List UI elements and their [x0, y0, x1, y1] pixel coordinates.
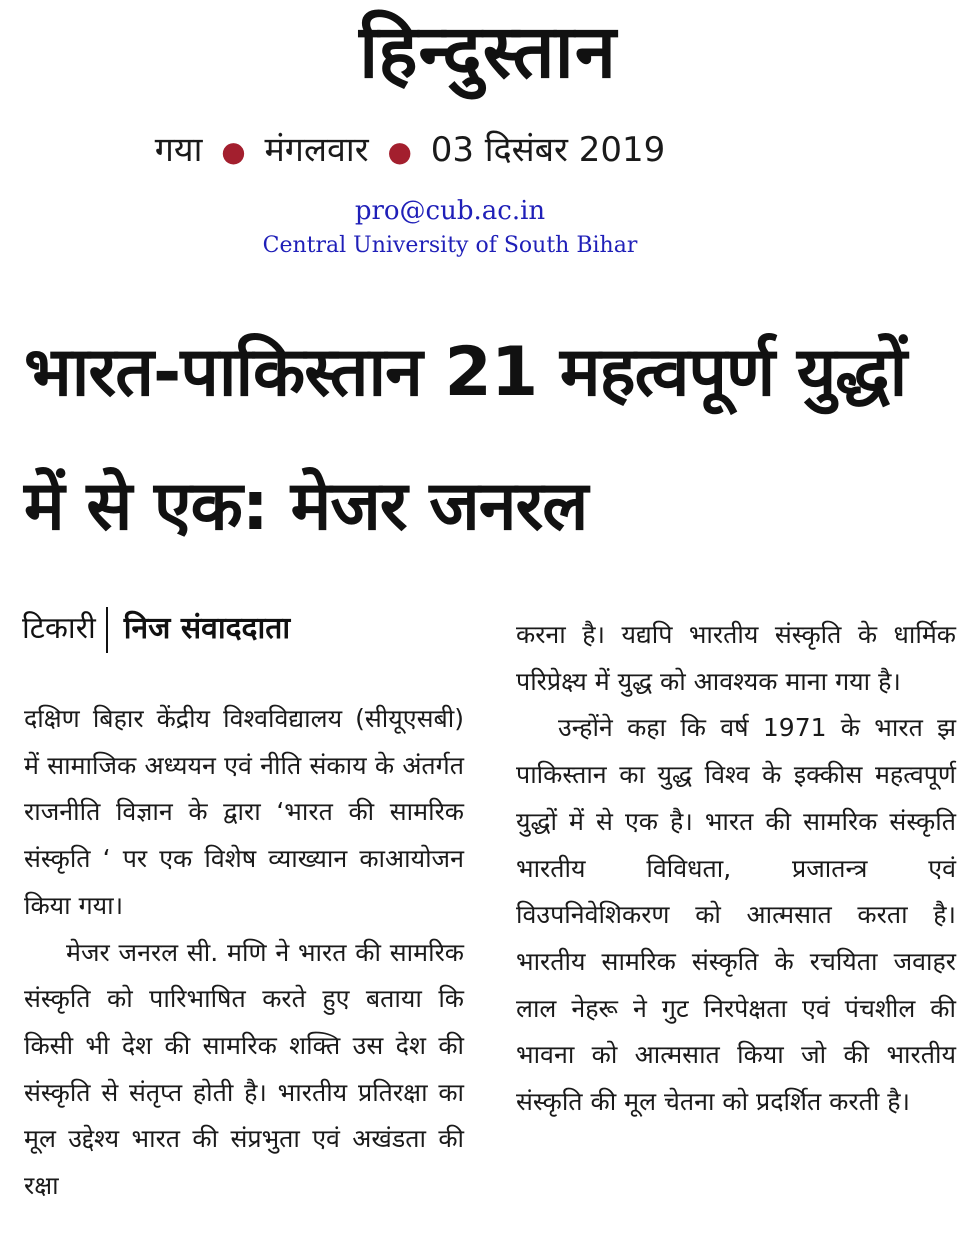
- article-column-left: [24, 696, 464, 1210]
- newspaper-masthead: हिन्दुस्तान: [359, 9, 617, 95]
- article-paragraph: उन्होंने कहा कि वर्ष 1971 के भारत झ पाकिस्तान का युद्ध विश्व के इक्कीस महत्वपूर्ण युद्धों में से एक है। भारत की सामरिक संस्कृति भारतीय विविधता, प्रजातन्त्र एवं विउपनिवेशिकरण को आत्मसात करता है। भारतीय सामरिक संस्कृति के रचयिता जवाहर लाल नेहरू ने गुट निरपेक्षता एवं पंचशील की भावना को आत्मसात किया जो की भारतीय संस्कृति की मूल चेतना को प्रदर्शित करती है।: [516, 713, 956, 1117]
- dateline: [0, 126, 820, 176]
- dateline-separator-dot: ●: [387, 135, 412, 168]
- university-name: Central University of South Bihar: [262, 233, 638, 258]
- dateline-date: 03 दिसंबर 2019: [430, 130, 666, 170]
- byline-place: टिकारी: [22, 611, 96, 646]
- article-column-right: [516, 612, 956, 1126]
- byline: [22, 602, 290, 656]
- article-paragraph: दक्षिण बिहार केंद्रीय विश्वविद्यालय (सीयूएसबी) में सामाजिक अध्ययन एवं नीति संकाय के अंतर्गत राजनीति विज्ञान के द्वारा ‘भारत की सामरिक संस्कृति ‘ पर एक विशेष व्याख्यान काआयोजन किया गया।: [24, 704, 464, 920]
- dateline-city: गया: [154, 130, 203, 170]
- contact-email: pro@cub.ac.in: [354, 196, 546, 226]
- byline-divider: [106, 607, 108, 653]
- article-paragraph: करना है। यद्यपि भारतीय संस्कृति के धार्मिक परिप्रेक्ष्य में युद्ध को आवश्यक माना गया है।: [516, 620, 956, 696]
- headline: भारत-पाकिस्तान 21 महत्वपूर्ण युद्धों में से एक: मेजर जनरल: [24, 333, 907, 546]
- byline-reporter: निज संवाददाता: [123, 611, 291, 646]
- dateline-weekday: मंगलवार: [264, 130, 369, 170]
- dateline-separator-dot: ●: [221, 135, 246, 168]
- article-paragraph: मेजर जनरल सी. मणि ने भारत की सामरिक संस्कृति को पारिभाषित करते हुए बताया कि किसी भी देश की सामरिक शक्ति उस देश की संस्कृति से संतृप्त होती है। भारतीय प्रतिरक्षा का मूल उद्देश्य भारत की संप्रभुता एवं अखंडता की रक्षा: [24, 937, 464, 1201]
